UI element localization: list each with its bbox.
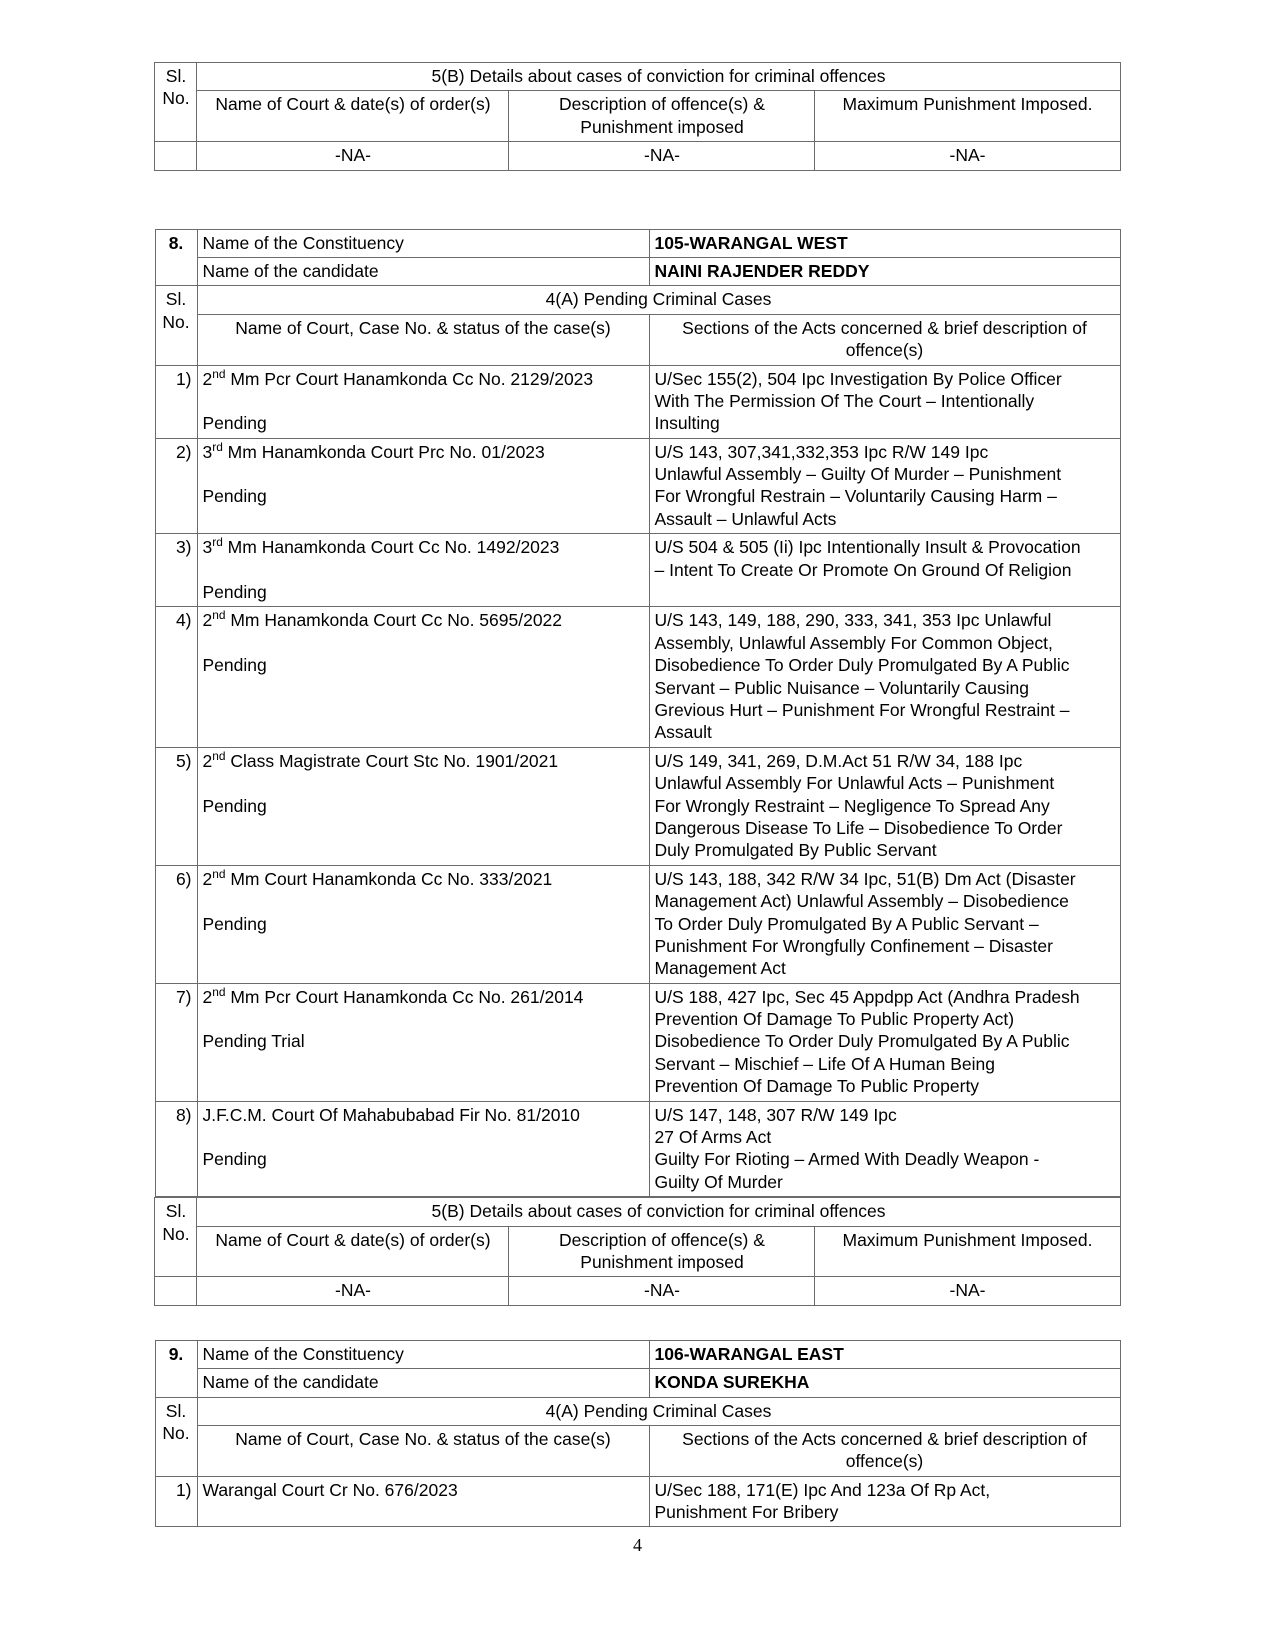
case-status: Pending <box>202 655 267 676</box>
col-sections-9 <box>649 1425 1120 1476</box>
ordinal-suffix: nd <box>212 748 226 763</box>
candidate-value-8: NAINI RAJENDER REDDY <box>649 257 1120 285</box>
col-sections-line2: offence(s) <box>845 340 924 361</box>
table-row <box>155 1369 1120 1397</box>
case-index: 4) <box>155 607 197 747</box>
case-status: Pending <box>202 913 267 934</box>
case-sections-cell <box>649 365 1120 438</box>
table-row <box>155 747 1120 865</box>
section-line: Management Act) Unlawful Assembly – Disobedience <box>654 891 1069 912</box>
block-spacer-2 <box>0 1306 1275 1340</box>
table-row <box>155 1198 1120 1226</box>
section-line: Grevious Hurt – Punishment For Wrongful Restraint – <box>654 699 1070 720</box>
section-line: For Wrongful Restrain – Voluntarily Causing Harm – <box>654 486 1057 507</box>
section-line: Prevention Of Damage To Public Property Act) <box>654 1009 1015 1030</box>
table-row <box>155 1101 1120 1197</box>
table-row <box>155 1476 1120 1527</box>
sl-no-value-8 <box>155 1277 197 1305</box>
case-sections-cell <box>649 983 1120 1101</box>
sl-label: Sl. <box>165 1201 187 1222</box>
section-line: Unlawful Assembly For Unlawful Acts – Punishment <box>654 773 1055 794</box>
table-row <box>155 286 1120 314</box>
col-description-line2: Punishment imposed <box>580 1251 744 1272</box>
section-line: Management Act <box>654 958 786 979</box>
candidate-value-9: KONDA SUREKHA <box>649 1369 1120 1397</box>
case-index: 1) <box>155 1476 197 1527</box>
section-line: Assault – Unlawful Acts <box>654 508 837 529</box>
case-court-name: J.F.C.M. Court Of Mahabubabad Fir No. 81/2010 <box>202 1104 580 1125</box>
case-status: Pending <box>202 1149 267 1170</box>
conviction-max-value-top: -NA- <box>815 142 1120 170</box>
section-line: Prevention Of Damage To Public Property <box>654 1076 980 1097</box>
case-court-cell <box>197 747 649 865</box>
section-line: Servant – Mischief – Life Of A Human Being <box>654 1053 995 1074</box>
ordinal-suffix: rd <box>212 439 223 454</box>
table-row <box>155 865 1120 983</box>
table-row <box>155 142 1120 170</box>
case-court-name: 2nd Mm Court Hanamkonda Cc No. 333/2021 <box>202 866 553 889</box>
sl-no-header-9 <box>155 1397 197 1476</box>
sl-label: Sl. <box>165 66 187 86</box>
case-sections-cell <box>649 747 1120 865</box>
no-label: No. <box>162 1422 190 1443</box>
pending-header-9: 4(A) Pending Criminal Cases <box>197 1397 1120 1425</box>
case-court-cell <box>197 865 649 983</box>
case-index: 2) <box>155 438 197 534</box>
case-court-name: 2nd Mm Pcr Court Hanamkonda Cc No. 2129/2023 <box>202 366 594 389</box>
conviction-max-value-8: -NA- <box>815 1277 1120 1305</box>
conviction-header-8: 5(B) Details about cases of conviction for criminal offences <box>197 1198 1120 1226</box>
conviction-desc-value-8: -NA- <box>509 1277 815 1305</box>
no-label: No. <box>162 311 190 332</box>
col-description-line1: Description of offence(s) & <box>559 94 765 115</box>
sl-label: Sl. <box>165 289 187 310</box>
col-court-date-top: Name of Court & date(s) of order(s) <box>197 91 509 142</box>
col-description-top <box>509 91 815 142</box>
pending-header-8: 4(A) Pending Criminal Cases <box>197 286 1120 314</box>
section-line: For Wrongly Restraint – Negligence To Spread Any <box>654 795 1050 816</box>
table-row <box>155 257 1120 285</box>
conviction-table-8 <box>154 1197 1120 1306</box>
table-row <box>155 1425 1120 1476</box>
table-row <box>155 91 1120 142</box>
section-line: U/Sec 155(2), 504 Ipc Investigation By Police Officer <box>654 368 1062 389</box>
table-row <box>155 534 1120 607</box>
case-sections-cell <box>649 607 1120 747</box>
sl-label: Sl. <box>165 1400 187 1421</box>
case-status: Pending <box>202 413 267 434</box>
section-line: Punishment For Bribery <box>654 1502 839 1523</box>
sl-no-header <box>155 63 197 142</box>
section-line: Punishment For Wrongfully Confinement – Disaster <box>654 935 1053 956</box>
candidate-table-9 <box>155 1340 1121 1528</box>
case-sections-cell <box>649 438 1120 534</box>
col-max-punishment-top: Maximum Punishment Imposed. <box>815 91 1120 142</box>
section-line: U/S 147, 148, 307 R/W 149 Ipc <box>654 1104 897 1125</box>
section-line: Guilty Of Murder <box>654 1171 783 1192</box>
table-row <box>155 229 1120 257</box>
section-line: U/S 143, 149, 188, 290, 333, 341, 353 Ipc Unlawful <box>654 610 1052 631</box>
col-sections-line1: Sections of the Acts concerned & brief description of <box>682 1428 1087 1449</box>
table-row <box>155 1226 1120 1277</box>
col-description-line2: Punishment imposed <box>580 116 744 137</box>
table-row <box>155 1397 1120 1425</box>
case-status: Pending <box>202 582 267 603</box>
table-row <box>155 1277 1120 1305</box>
col-sections-8 <box>649 314 1120 365</box>
ordinal-suffix: rd <box>212 535 223 550</box>
section-line: Dangerous Disease To Life – Disobedience To Order <box>654 817 1063 838</box>
col-sections-line1: Sections of the Acts concerned & brief description of <box>682 317 1087 338</box>
conviction-court-value-8: -NA- <box>197 1277 509 1305</box>
section-line: Duly Promulgated By Public Servant <box>654 840 937 861</box>
section-line: Assembly, Unlawful Assembly For Common Object, <box>654 632 1053 653</box>
section-line: U/S 504 & 505 (Ii) Ipc Intentionally Insult & Provocation <box>654 537 1081 558</box>
sl-no-header-8 <box>155 286 197 365</box>
col-sections-line2: offence(s) <box>845 1451 924 1472</box>
col-court-case-9: Name of Court, Case No. & status of the case(s) <box>197 1425 649 1476</box>
table-row <box>155 438 1120 534</box>
candidate-label-8: Name of the candidate <box>197 257 649 285</box>
ordinal-suffix: nd <box>212 608 226 623</box>
case-court-cell <box>197 534 649 607</box>
case-court-name: Warangal Court Cr No. 676/2023 <box>202 1479 458 1500</box>
candidate-serial-9: 9. <box>155 1340 197 1397</box>
case-status: Pending <box>202 795 267 816</box>
table-row <box>155 63 1120 91</box>
case-index: 8) <box>155 1101 197 1197</box>
case-court-cell <box>197 1101 649 1197</box>
block-spacer-1 <box>0 171 1275 229</box>
section-line: U/S 149, 341, 269, D.M.Act 51 R/W 34, 188 Ipc <box>654 750 1023 771</box>
constituency-value-8: 105-WARANGAL WEST <box>649 229 1120 257</box>
case-sections-cell <box>649 1476 1120 1527</box>
ordinal-suffix: nd <box>212 984 226 999</box>
table-row <box>155 1340 1120 1368</box>
col-description-8 <box>509 1226 815 1277</box>
conviction-header-top: 5(B) Details about cases of conviction for criminal offences <box>197 63 1120 91</box>
candidate-serial-8: 8. <box>155 229 197 286</box>
case-court-name: 3rd Mm Hanamkonda Court Prc No. 01/2023 <box>202 439 545 462</box>
no-label: No. <box>162 1223 190 1244</box>
case-court-name: 3rd Mm Hanamkonda Court Cc No. 1492/2023 <box>202 535 560 558</box>
col-max-punishment-8: Maximum Punishment Imposed. <box>815 1226 1120 1277</box>
section-line: Unlawful Assembly – Guilty Of Murder – Punishment <box>654 464 1062 485</box>
conviction-table-top <box>154 62 1120 171</box>
section-line: Assault <box>654 722 712 743</box>
section-line: Guilty For Rioting – Armed With Deadly Weapon - <box>654 1149 1040 1170</box>
conviction-court-value-top: -NA- <box>197 142 509 170</box>
case-status: Pending <box>202 486 267 507</box>
candidate-label-9: Name of the candidate <box>197 1369 649 1397</box>
section-line: – Intent To Create Or Promote On Ground Of Religion <box>654 559 1072 580</box>
case-sections-cell <box>649 865 1120 983</box>
constituency-label-8: Name of the Constituency <box>197 229 649 257</box>
col-court-date-8: Name of Court & date(s) of order(s) <box>197 1226 509 1277</box>
section-line: U/S 188, 427 Ipc, Sec 45 Appdpp Act (Andhra Pradesh <box>654 986 1080 1007</box>
case-court-cell <box>197 365 649 438</box>
section-line: 27 Of Arms Act <box>654 1127 772 1148</box>
col-description-line1: Description of offence(s) & <box>559 1229 765 1250</box>
section-line: Disobedience To Order Duly Promulgated By A Public <box>654 655 1070 676</box>
table-row <box>155 983 1120 1101</box>
ordinal-suffix: nd <box>212 866 226 881</box>
conviction-desc-value-top: -NA- <box>509 142 815 170</box>
top-spacer <box>0 0 1275 62</box>
section-line: Servant – Public Nuisance – Voluntarily Causing <box>654 677 1030 698</box>
section-line: Insulting <box>654 413 720 434</box>
table-row <box>155 365 1120 438</box>
section-line: Disobedience To Order Duly Promulgated By A Public <box>654 1031 1070 1052</box>
case-court-name: 2nd Mm Pcr Court Hanamkonda Cc No. 261/2014 <box>202 984 584 1007</box>
section-line: With The Permission Of The Court – Intentionally <box>654 390 1035 411</box>
case-index: 1) <box>155 365 197 438</box>
case-index: 5) <box>155 747 197 865</box>
sl-no-value-top <box>155 142 197 170</box>
case-court-name: 2nd Class Magistrate Court Stc No. 1901/2021 <box>202 748 559 771</box>
sl-no-header-conv-8 <box>155 1198 197 1277</box>
ordinal-suffix: nd <box>212 366 226 381</box>
col-court-case-8: Name of Court, Case No. & status of the case(s) <box>197 314 649 365</box>
case-index: 6) <box>155 865 197 983</box>
case-court-cell <box>197 438 649 534</box>
case-status: Pending Trial <box>202 1031 305 1052</box>
section-line: U/S 143, 188, 342 R/W 34 Ipc, 51(B) Dm Act (Disaster <box>654 868 1076 889</box>
case-index: 7) <box>155 983 197 1101</box>
case-court-name: 2nd Mm Hanamkonda Court Cc No. 5695/2022 <box>202 608 563 631</box>
case-court-cell <box>197 1476 649 1527</box>
case-court-cell <box>197 607 649 747</box>
table-row <box>155 314 1120 365</box>
section-line: U/Sec 188, 171(E) Ipc And 123a Of Rp Act, <box>654 1479 991 1500</box>
case-court-cell <box>197 983 649 1101</box>
page-number: 4 <box>633 1535 642 1556</box>
candidate-table-8 <box>155 229 1121 1198</box>
constituency-value-9: 106-WARANGAL EAST <box>649 1340 1120 1368</box>
section-line: To Order Duly Promulgated By A Public Servant – <box>654 913 1039 934</box>
constituency-label-9: Name of the Constituency <box>197 1340 649 1368</box>
no-label: No. <box>162 88 190 109</box>
table-row <box>155 607 1120 747</box>
case-sections-cell <box>649 534 1120 607</box>
section-line: U/S 143, 307,341,332,353 Ipc R/W 149 Ipc <box>654 441 989 462</box>
case-index: 3) <box>155 534 197 607</box>
case-sections-cell <box>649 1101 1120 1197</box>
